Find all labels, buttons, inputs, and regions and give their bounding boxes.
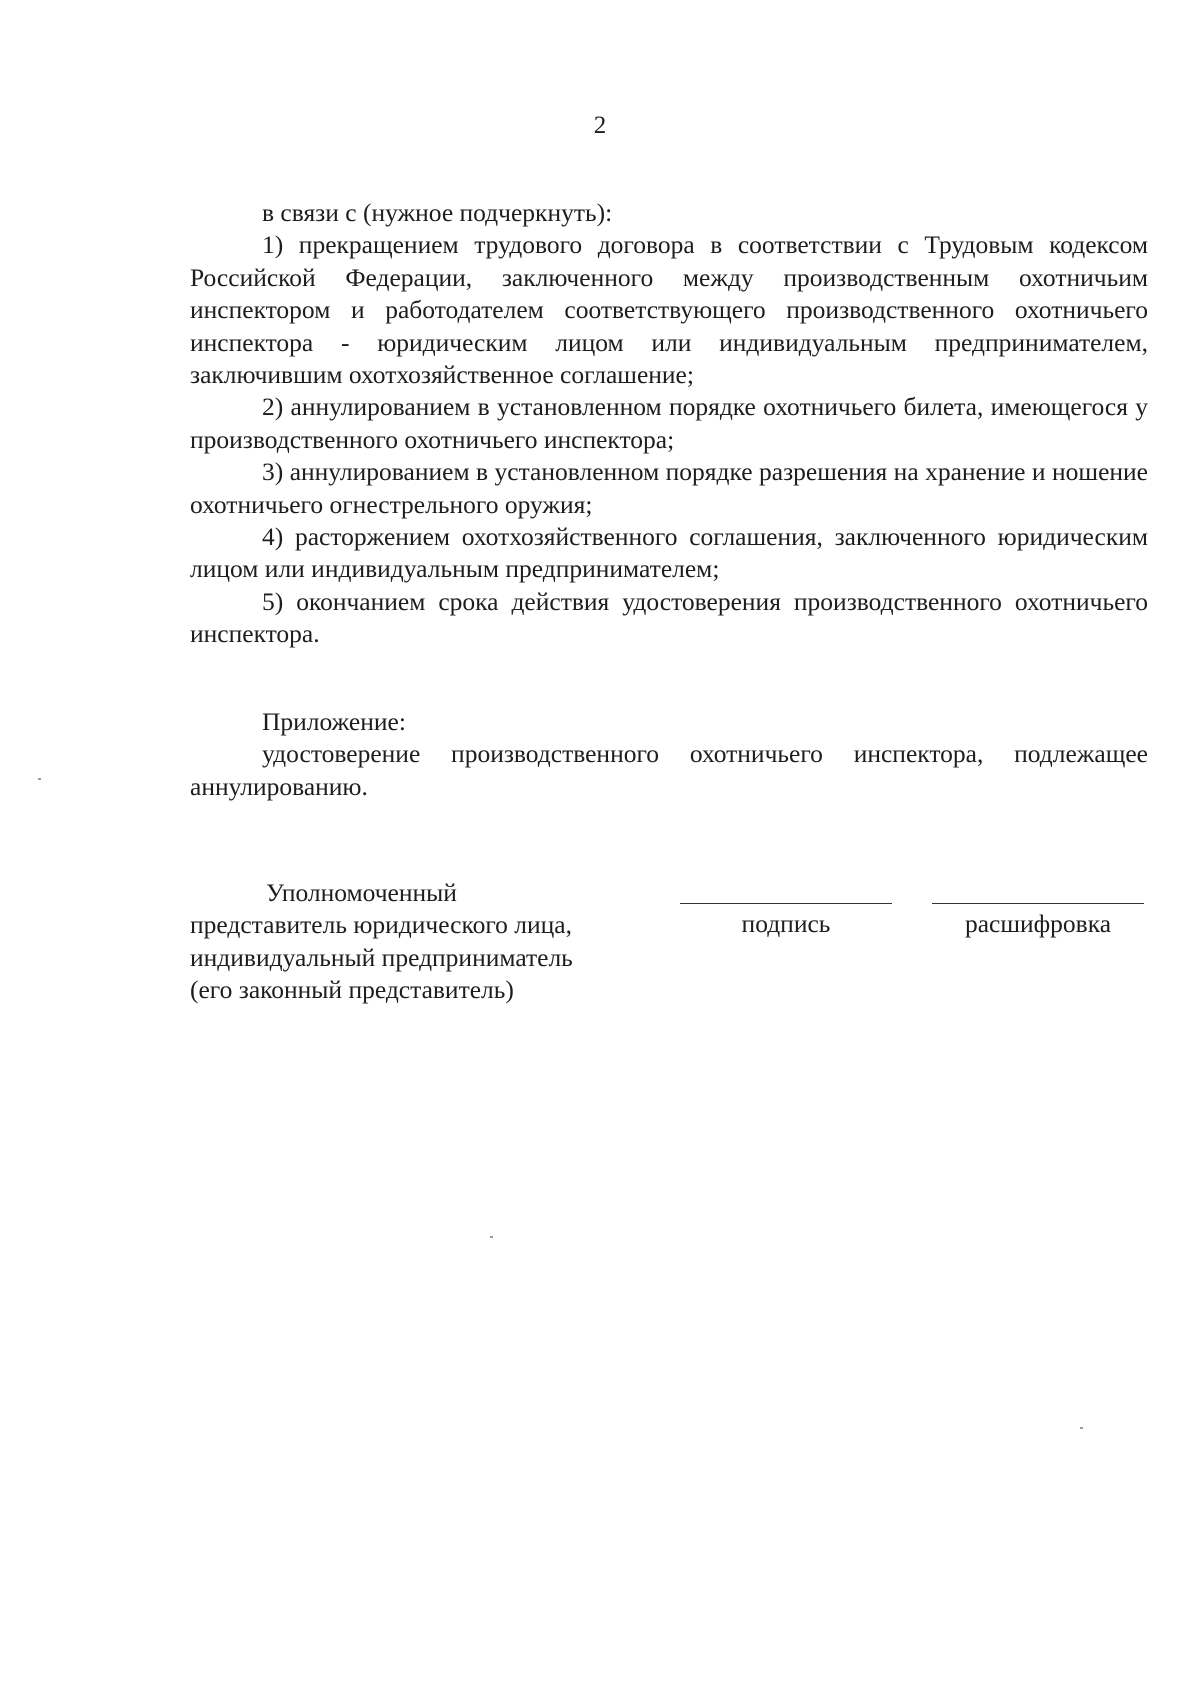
list-item-2: 2) аннулированием в установленном порядке охотничьего билета, имеющегося у производственного охотничьего инспектора; [190, 392, 1148, 454]
attachment-heading: Приложение: [262, 706, 406, 736]
signatory-role [190, 877, 640, 1007]
signatory-role-line: индивидуальный предприниматель [190, 942, 573, 972]
document-body [190, 197, 1148, 803]
list-item-3: 3) аннулированием в установленном порядке разрешения на хранение и ношение охотничьего огнестрельного оружия; [190, 457, 1148, 519]
list-item-4: 4) расторжением охотхозяйственного соглашения, заключенного юридическим лицом или индивидуальным предпринимателем; [190, 522, 1148, 584]
intro-paragraph: в связи с (нужное подчеркнуть): [262, 198, 613, 227]
signature-caption: подпись [741, 909, 831, 938]
section-spacer [190, 651, 1148, 706]
scan-speck [490, 1236, 493, 1238]
signature-block [190, 877, 1148, 1017]
signatory-role-line: представитель юридического лица, [190, 910, 572, 940]
attachment-text: удостоверение производственного охотничьего инспектора, подлежащее аннулированию. [190, 739, 1148, 801]
list-item-5: 5) окончанием срока действия удостоверения производственного охотничьего инспектора. [190, 586, 1148, 649]
signatory-role-line: Уполномоченный [266, 878, 457, 907]
page-number: 2 [593, 112, 607, 139]
name-decode-caption: расшифровка [964, 909, 1112, 938]
signature-line [680, 903, 892, 904]
scan-speck [1080, 1427, 1083, 1429]
scan-speck [38, 778, 41, 780]
list-item-1: 1) прекращением трудового договора в соответствии с Трудовым кодексом Российской Федерации, заключенного между производственным охотничьим инспектором и работодателем соответствующего производственного охотничьего инспектора - юридическим лицом или индивидуальным предпринимателем, заключившим охотхозяйственное соглашение; [190, 230, 1148, 390]
signatory-role-line: (его законный представитель) [190, 975, 514, 1005]
name-decode-line [932, 903, 1144, 904]
